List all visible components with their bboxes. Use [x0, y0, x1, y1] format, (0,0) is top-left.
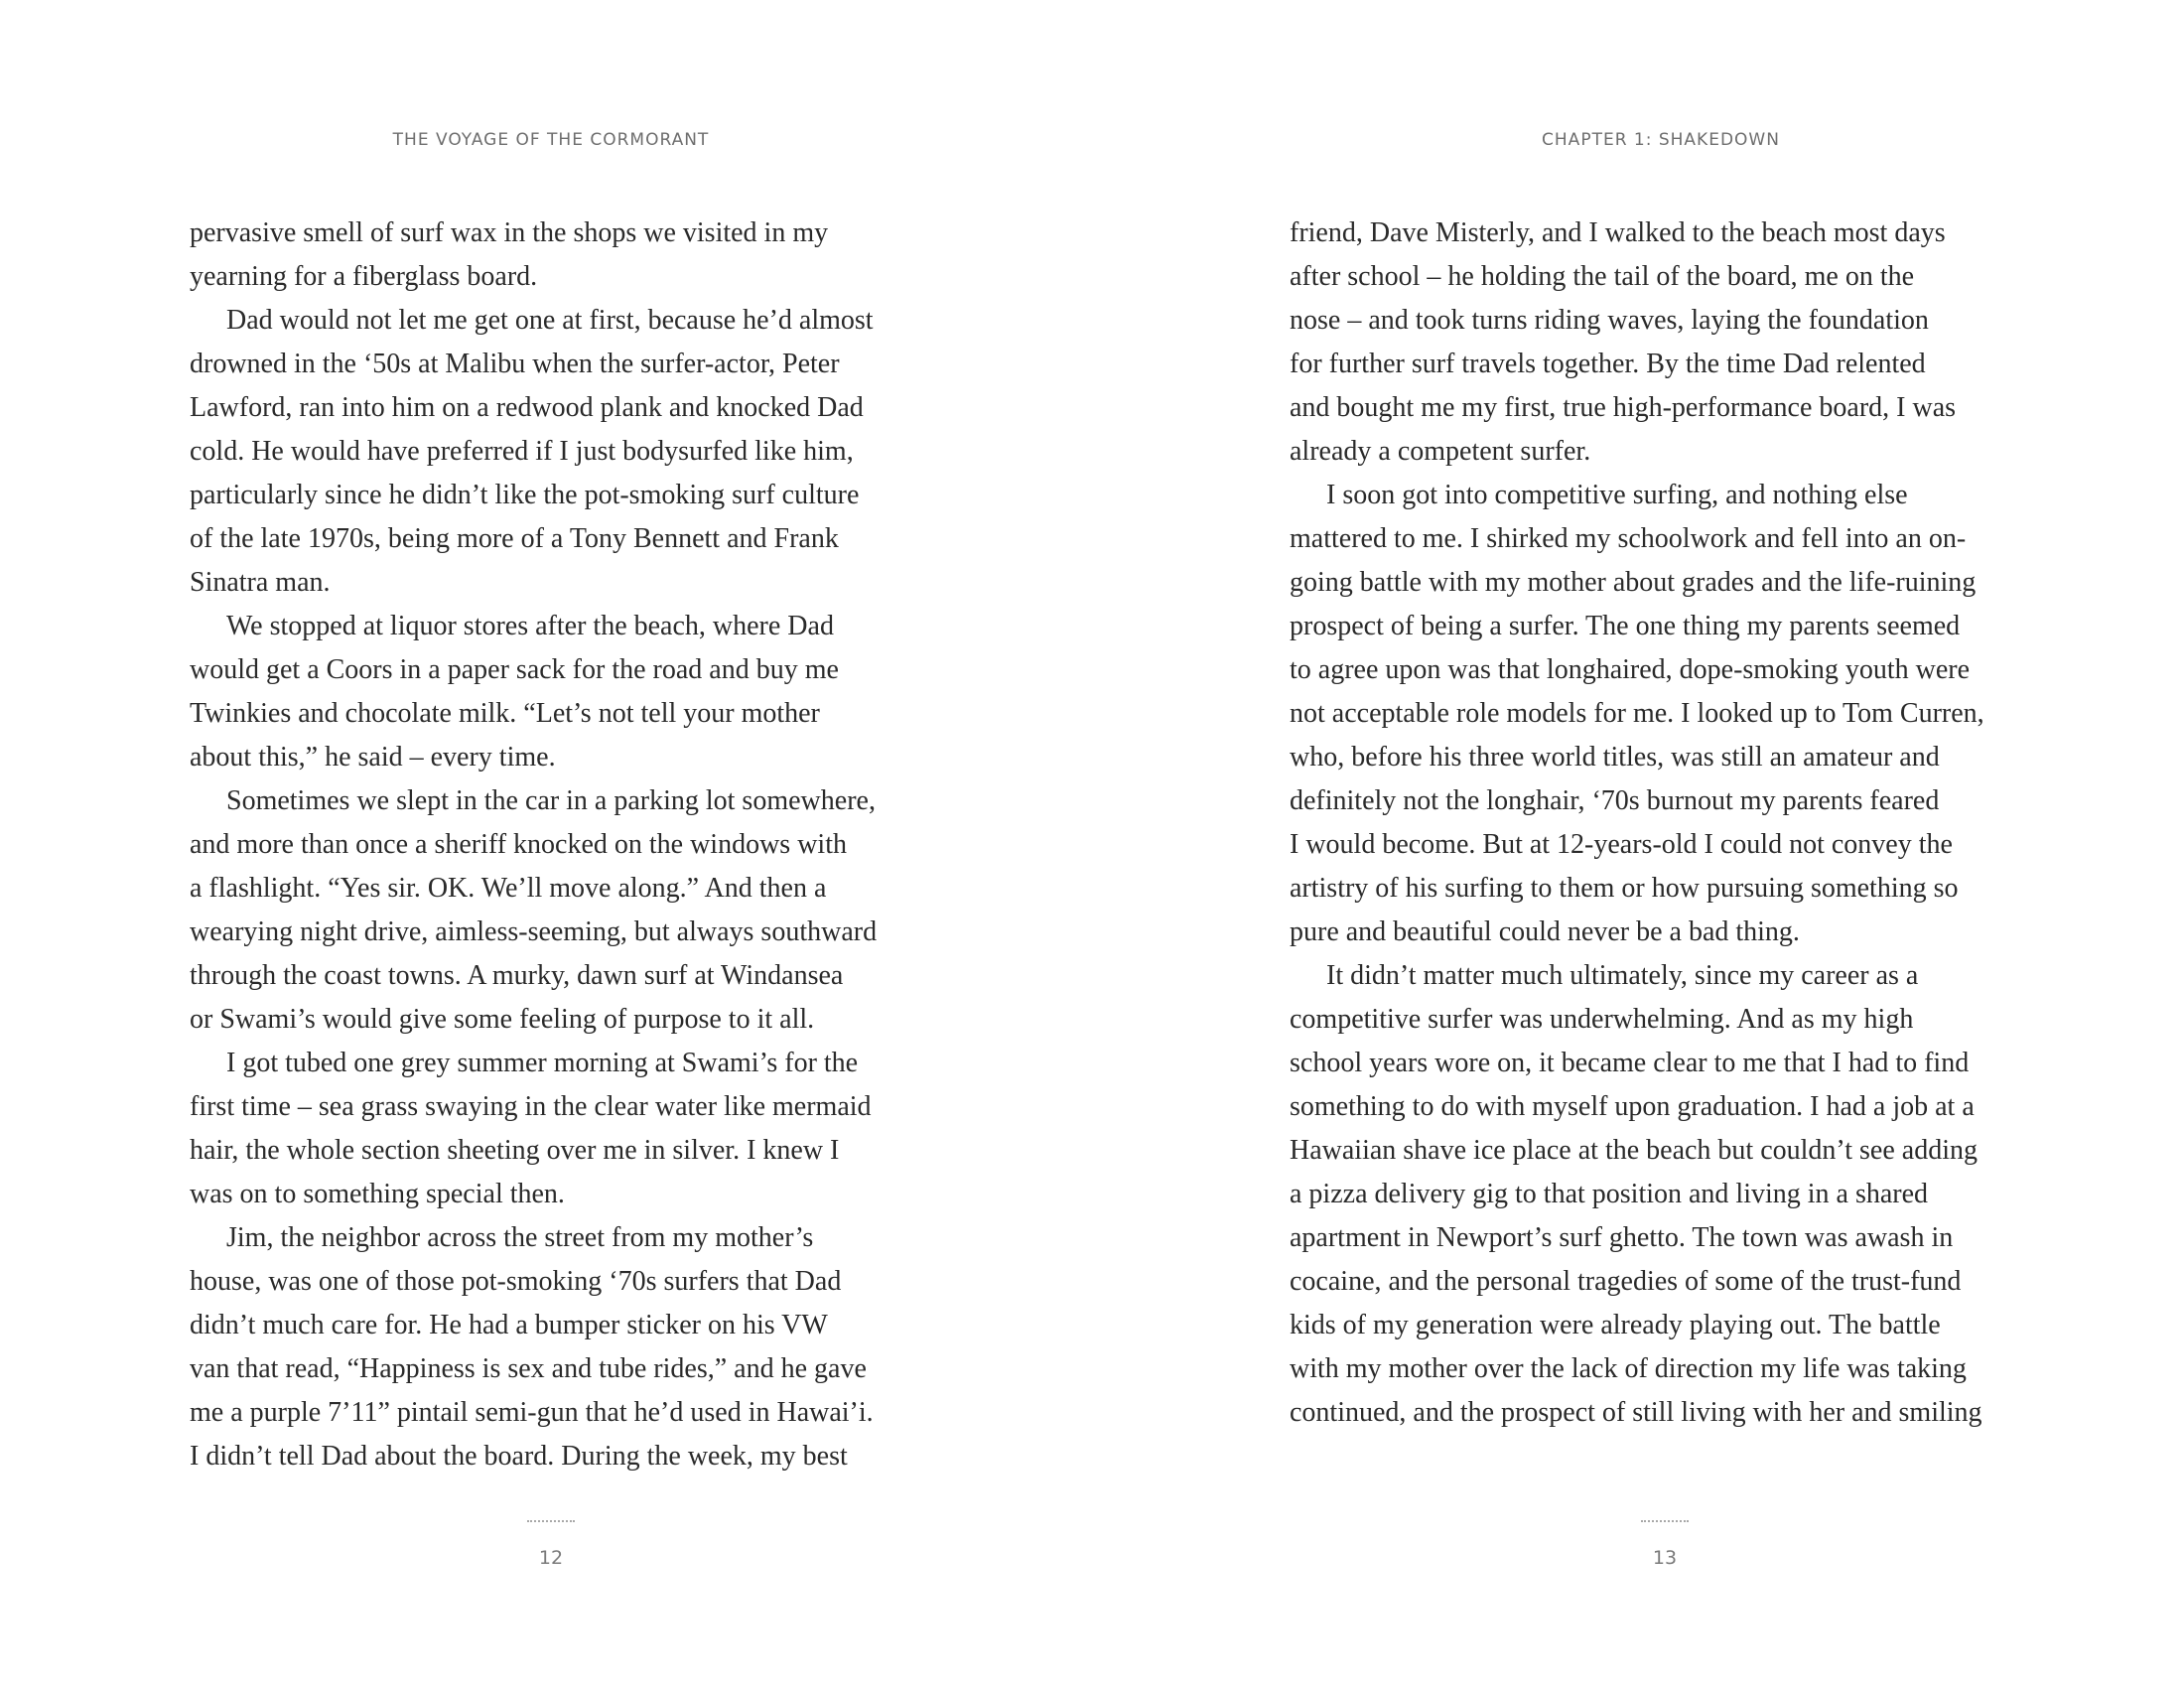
text-line: pure and beautiful could never be a bad thing.: [1290, 916, 1800, 947]
text-line: first time – sea grass swaying in the clear water like mermaid: [190, 1091, 872, 1122]
text-line: I would become. But at 12-years-old I could not convey the: [1290, 829, 1953, 860]
text-line: I didn’t tell Dad about the board. During the week, my best: [190, 1441, 848, 1472]
text-line: yearning for a fiberglass board.: [190, 261, 538, 292]
text-line: of the late 1970s, being more of a Tony Bennett and Frank: [190, 523, 839, 554]
text-line: Twinkies and chocolate milk. “Let’s not tell your mother: [190, 698, 820, 729]
text-line: and more than once a sheriff knocked on the windows with: [190, 829, 847, 860]
text-line: cocaine, and the personal tragedies of some of the trust-fund: [1290, 1266, 1962, 1297]
page-number: 12: [538, 1547, 564, 1569]
text-line: cold. He would have preferred if I just bodysurfed like him,: [190, 436, 854, 467]
text-line: It didn’t matter much ultimately, since my career as a: [1326, 960, 1919, 991]
text-line: van that read, “Happiness is sex and tube rides,” and he gave: [190, 1353, 867, 1384]
running-head-book-title: THE VOYAGE OF THE CORMORANT: [392, 130, 710, 150]
text-line: artistry of his surfing to them or how pursuing something so: [1290, 873, 1959, 904]
text-line: Sometimes we slept in the car in a parking lot somewhere,: [226, 785, 876, 816]
text-line: mattered to me. I shirked my schoolwork and fell into an on-: [1290, 523, 1967, 554]
text-line: wearying night drive, aimless-seeming, but always southward: [190, 916, 878, 947]
text-line: or Swami’s would give some feeling of purpose to it all.: [190, 1004, 815, 1035]
text-line: prospect of being a surfer. The one thing my parents seemed: [1290, 611, 1961, 641]
text-line: Sinatra man.: [190, 567, 331, 598]
folio-divider: [1641, 1520, 1689, 1522]
text-line: a flashlight. “Yes sir. OK. We’ll move along.” And then a: [190, 873, 827, 904]
text-line: We stopped at liquor stores after the beach, where Dad: [226, 611, 834, 641]
right-page: [1092, 0, 2184, 1688]
text-line: Hawaiian shave ice place at the beach but couldn’t see adding: [1290, 1135, 1978, 1166]
text-line: to agree upon was that longhaired, dope-smoking youth were: [1290, 654, 1971, 685]
text-line: already a competent surfer.: [1290, 436, 1591, 467]
text-line: school years wore on, it became clear to me that I had to find: [1290, 1048, 1970, 1078]
text-line: apartment in Newport’s surf ghetto. The town was awash in: [1290, 1222, 1954, 1253]
text-line: kids of my generation were already playing out. The battle: [1290, 1310, 1941, 1340]
text-line: pervasive smell of surf wax in the shops we visited in my: [190, 217, 829, 248]
text-line: about this,” he said – every time.: [190, 742, 556, 773]
text-line: after school – he holding the tail of the board, me on the: [1290, 261, 1915, 292]
text-line: through the coast towns. A murky, dawn surf at Windansea: [190, 960, 844, 991]
text-line: hair, the whole section sheeting over me in silver. I knew I: [190, 1135, 840, 1166]
text-line: for further surf travels together. By the time Dad relented: [1290, 349, 1926, 379]
text-line: nose – and took turns riding waves, laying the foundation: [1290, 305, 1929, 336]
right-page-body: [1290, 211, 2029, 1435]
text-line: a pizza delivery gig to that position and living in a shared: [1290, 1179, 1929, 1209]
running-head-chapter-title: CHAPTER 1: SHAKEDOWN: [1542, 130, 1780, 150]
text-line: and bought me my first, true high-performance board, I was: [1290, 392, 1957, 423]
left-page-body: [190, 211, 924, 1478]
text-line: particularly since he didn’t like the pot-smoking surf culture: [190, 480, 860, 510]
text-line: house, was one of those pot-smoking ‘70s surfers that Dad: [190, 1266, 842, 1297]
text-line: with my mother over the lack of direction my life was taking: [1290, 1353, 1967, 1384]
text-line: who, before his three world titles, was still an amateur and: [1290, 742, 1940, 773]
text-line: I soon got into competitive surfing, and nothing else: [1326, 480, 1908, 510]
text-line: friend, Dave Misterly, and I walked to the beach most days: [1290, 217, 1946, 248]
text-line: definitely not the longhair, ‘70s burnout my parents feared: [1290, 785, 1940, 816]
text-line: drowned in the ‘50s at Malibu when the surfer-actor, Peter: [190, 349, 840, 379]
text-line: something to do with myself upon graduation. I had a job at a: [1290, 1091, 1975, 1122]
text-line: me a purple 7’11” pintail semi-gun that he’d used in Hawai’i.: [190, 1397, 874, 1428]
text-line: was on to something special then.: [190, 1179, 565, 1209]
text-line: going battle with my mother about grades and the life-ruining: [1290, 567, 1977, 598]
folio-divider: [527, 1520, 575, 1522]
text-line: Lawford, ran into him on a redwood plank and knocked Dad: [190, 392, 864, 423]
text-line: competitive surfer was underwhelming. And as my high: [1290, 1004, 1914, 1035]
text-line: Dad would not let me get one at first, because he’d almost: [226, 305, 874, 336]
text-line: I got tubed one grey summer morning at Swami’s for the: [226, 1048, 859, 1078]
text-line: would get a Coors in a paper sack for the road and buy me: [190, 654, 839, 685]
text-line: continued, and the prospect of still living with her and smiling: [1290, 1397, 1982, 1428]
text-line: not acceptable role models for me. I looked up to Tom Curren,: [1290, 698, 1984, 729]
text-line: Jim, the neighbor across the street from my mother’s: [226, 1222, 814, 1253]
text-line: didn’t much care for. He had a bumper sticker on his VW: [190, 1310, 828, 1340]
page-number: 13: [1652, 1547, 1678, 1569]
